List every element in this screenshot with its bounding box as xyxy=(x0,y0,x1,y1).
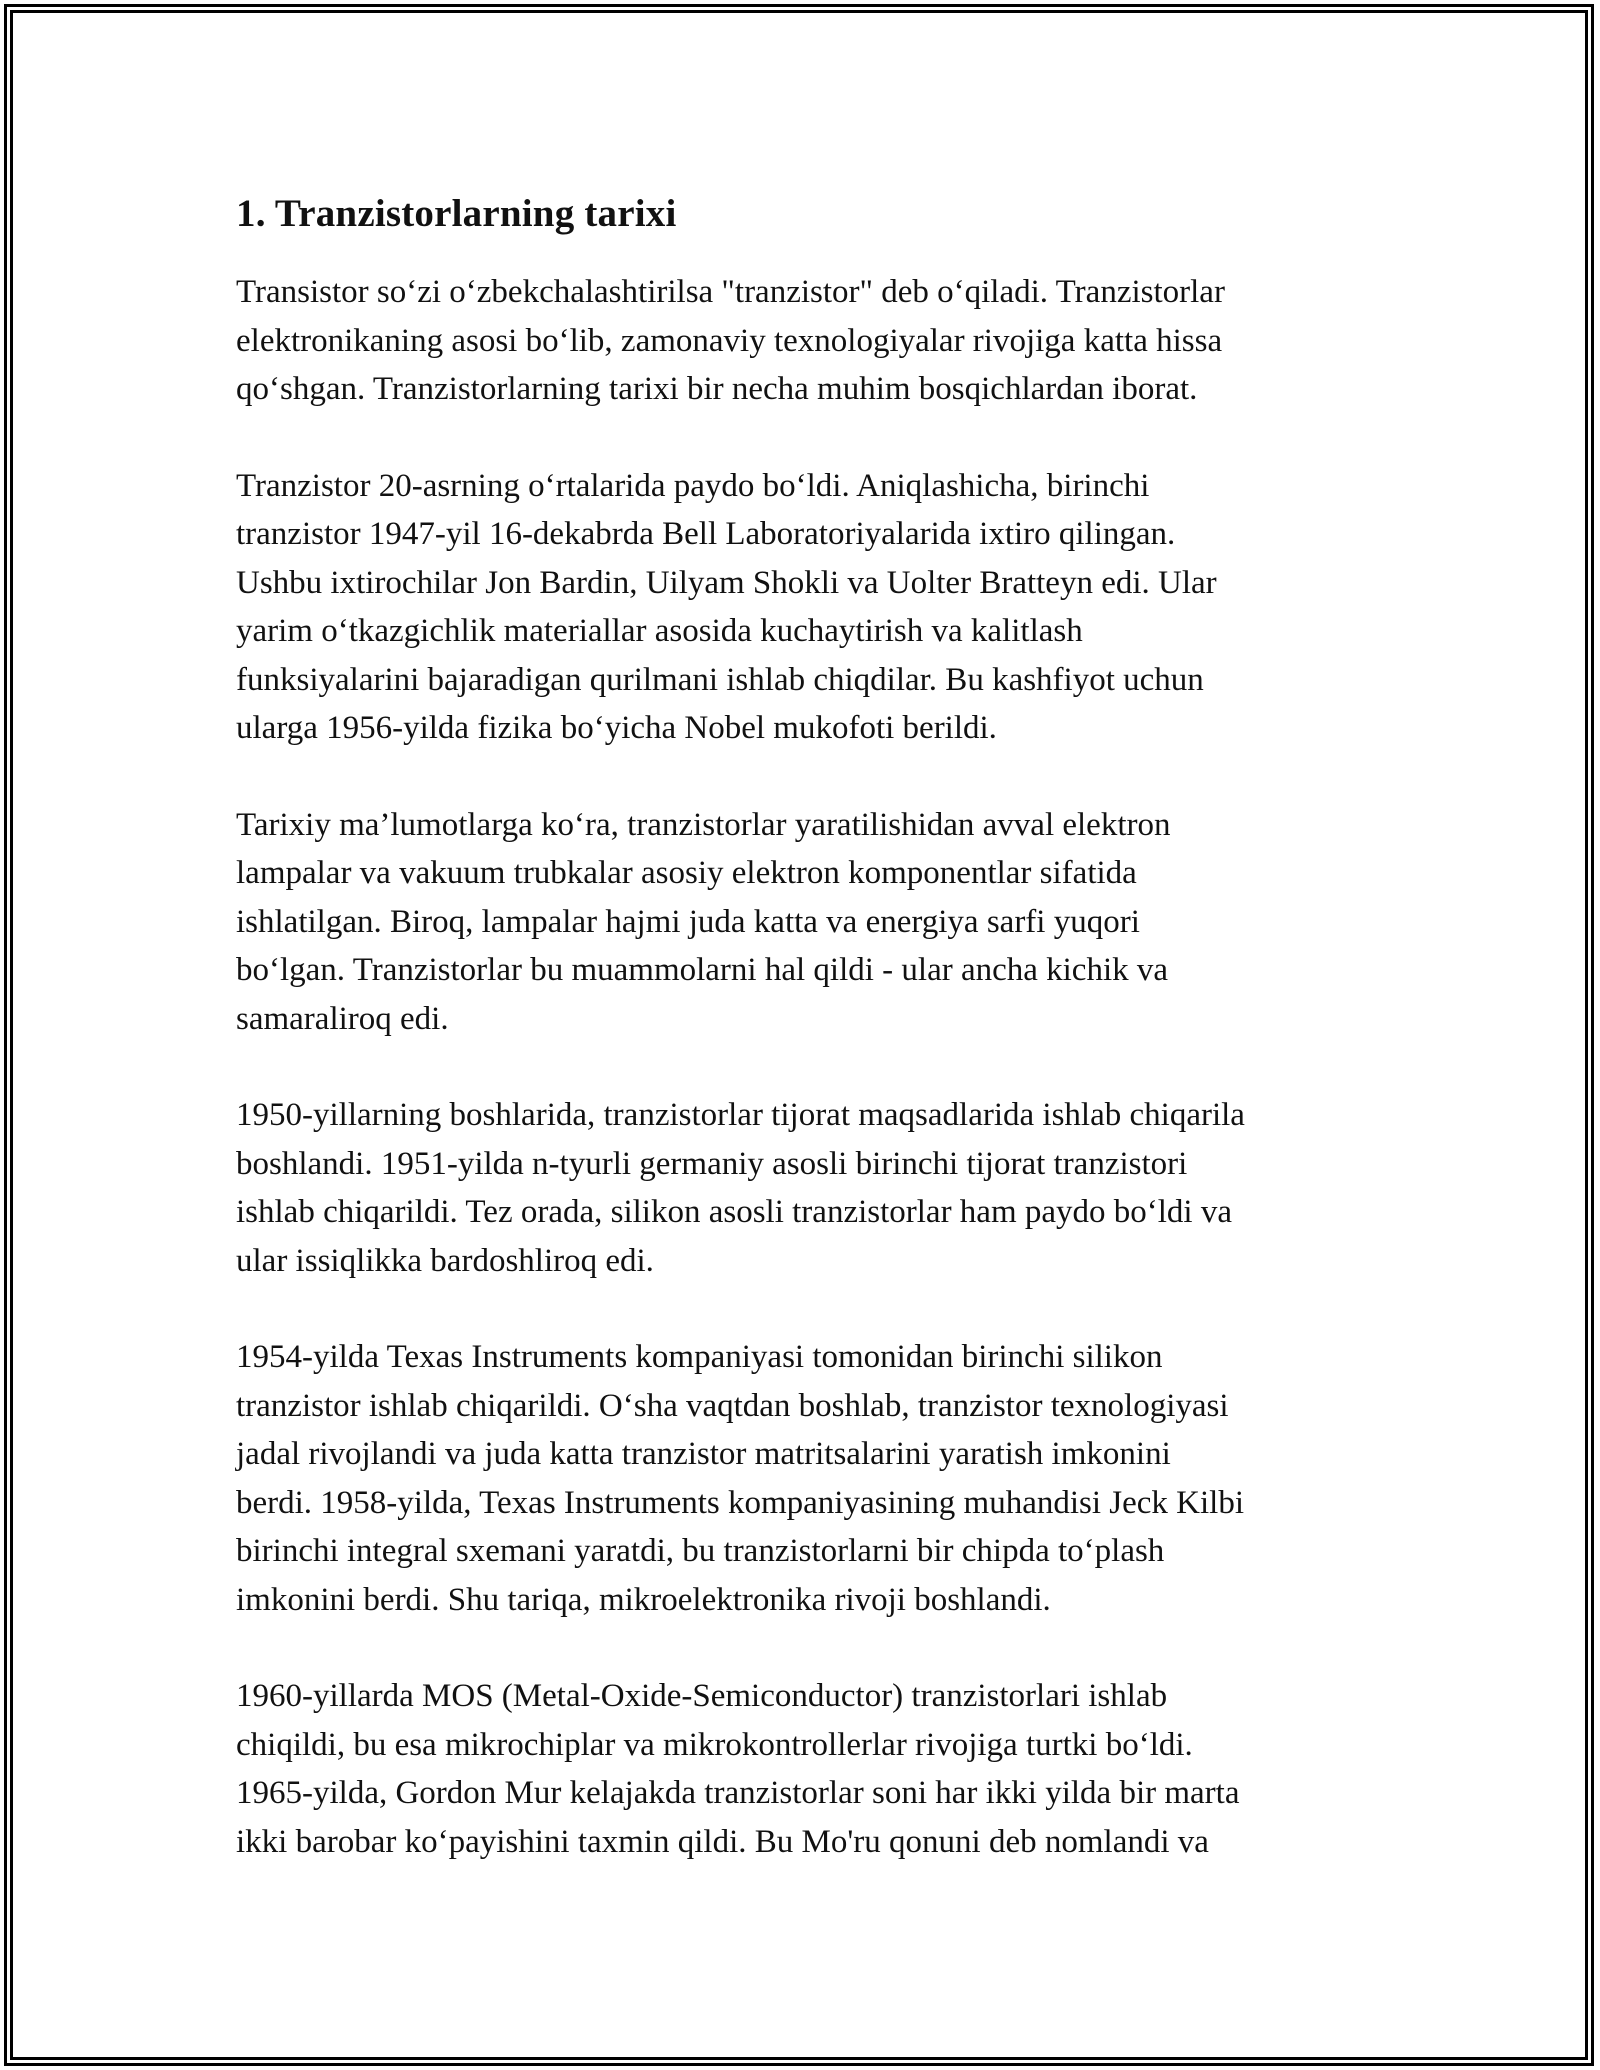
text-line: Ushbu ixtirochilar Jon Bardin, Uilyam Shokli va Uolter Bratteyn edi. Ular xyxy=(236,564,1217,601)
paragraph-5 xyxy=(236,1333,1364,1624)
text-line: 1954-yilda Texas Instruments kompaniyasi tomonidan birinchi silikon xyxy=(236,1339,1163,1375)
text-line: qo‘shgan. Tranzistorlarning tarixi bir necha muhim bosqichlardan iborat. xyxy=(236,371,1198,407)
text-line: Tarixiy ma’lumotlarga ko‘ra, tranzistorlar yaratilishidan avval elektron xyxy=(236,806,1171,843)
text-line: tranzistor ishlab chiqarildi. O‘sha vaqtdan boshlab, tranzistor texnologiyasi xyxy=(236,1387,1229,1424)
text-line: 1950-yillarning boshlarida, tranzistorlar tijorat maqsadlarida ishlab chiqarila xyxy=(236,1097,1245,1133)
text-line: Transistor so‘zi o‘zbekchalashtirilsa "tranzistor" deb o‘qiladi. Tranzistorlar xyxy=(236,274,1225,310)
paragraph-2 xyxy=(236,462,1364,753)
text-line: tranzistor 1947-yil 16-dekabrda Bell Laboratoriyalarida ixtiro qilingan. xyxy=(236,516,1176,552)
text-line: funksiyalarini bajaradigan qurilmani ishlab chiqdilar. Bu kashfiyot uchun xyxy=(236,661,1204,698)
paragraph-3 xyxy=(236,801,1364,1044)
text-line: imkonini berdi. Shu tariqa, mikroelektronika rivoji boshlandi. xyxy=(236,1581,1051,1618)
text-line: jadal rivojlandi va juda katta tranzistor matritsalarini yaratish imkonini xyxy=(236,1436,1171,1472)
paragraph-1 xyxy=(236,268,1364,414)
paragraph-4 xyxy=(236,1091,1364,1285)
text-line: chiqildi, bu esa mikrochiplar va mikrokontrollerlar rivojiga turtki bo‘ldi. xyxy=(236,1726,1193,1763)
document-body xyxy=(236,186,1364,1914)
text-line: elektronikaning asosi bo‘lib, zamonaviy texnologiyalar rivojiga katta hissa xyxy=(236,322,1223,359)
text-line: yarim o‘tkazgichlik materiallar asosida kuchaytirish va kalitlash xyxy=(236,613,1083,649)
text-line: bo‘lgan. Tranzistorlar bu muammolarni hal qildi - ular ancha kichik va xyxy=(236,952,1169,988)
text-line: berdi. 1958-yilda, Texas Instruments kompaniyasining muhandisi Jeck Kilbi xyxy=(236,1484,1245,1521)
paragraph-6 xyxy=(236,1672,1364,1866)
text-line: ular issiqlikka bardoshliroq edi. xyxy=(236,1242,654,1279)
text-line: ularga 1956-yilda fizika bo‘yicha Nobel mukofoti berildi. xyxy=(236,710,997,746)
text-line: ikki barobar ko‘payishini taxmin qildi. Bu Mo'ru qonuni deb nomlandi va xyxy=(236,1823,1209,1860)
text-line: 1960-yillarda MOS (Metal-Oxide-Semiconductor) tranzistorlari ishlab xyxy=(236,1678,1168,1714)
text-line: samaraliroq edi. xyxy=(236,1000,449,1037)
section-heading: 1. Tranzistorlarning tarixi xyxy=(236,192,677,235)
text-line: lampalar va vakuum trubkalar asosiy elektron komponentlar sifatida xyxy=(236,855,1137,891)
text-line: Tranzistor 20-asrning o‘rtalarida paydo bo‘ldi. Aniqlashicha, birinchi xyxy=(236,467,1150,504)
text-line: 1965-yilda, Gordon Mur kelajakda tranzistorlar soni har ikki yilda bir marta xyxy=(236,1775,1240,1811)
text-line: ishlab chiqarildi. Tez orada, silikon asosli tranzistorlar ham paydo bo‘ldi va xyxy=(236,1194,1232,1230)
text-line: ishlatilgan. Biroq, lampalar hajmi juda katta va energiya sarfi yuqori xyxy=(236,903,1140,940)
text-line: boshlandi. 1951-yilda n-tyurli germaniy asosli birinchi tijorat tranzistori xyxy=(236,1145,1188,1182)
text-line: birinchi integral sxemani yaratdi, bu tranzistorlarni bir chipda to‘plash xyxy=(236,1533,1165,1569)
